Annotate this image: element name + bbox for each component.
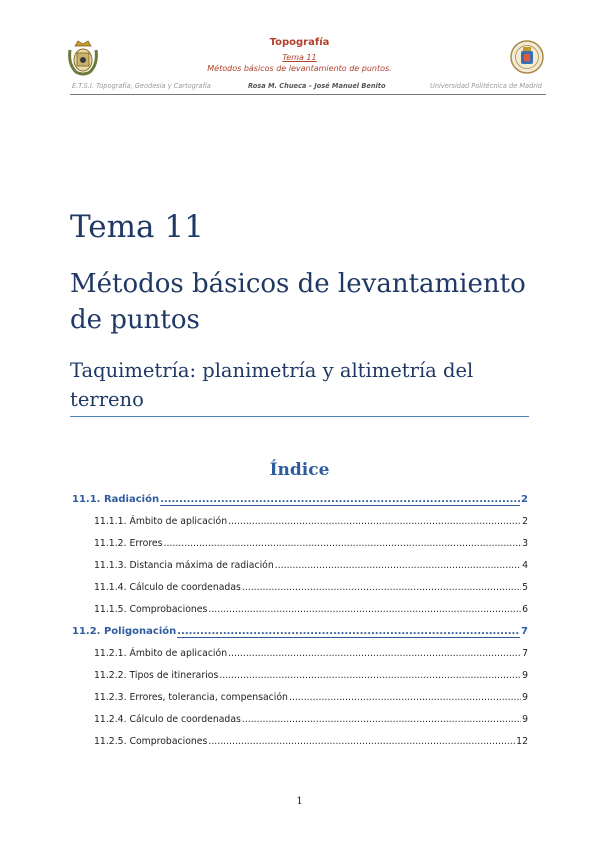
header-subtitle: Métodos básicos de levantamiento de puntos. — [207, 64, 392, 73]
document-subtitle: Taquimetría: planimetría y altimetría del terreno — [70, 359, 474, 411]
toc-entry[interactable] — [94, 582, 528, 593]
toc-entry[interactable] — [94, 648, 528, 659]
toc-entry-label: 11.1.2. Errores — [94, 538, 163, 549]
document-tema: Tema 11 — [70, 209, 204, 245]
toc-entry-label: 11.2.4. Cálculo de coordenadas — [94, 714, 241, 725]
toc-entry-label: 11.1.1. Ámbito de aplicación — [94, 516, 228, 527]
document-title: Métodos básicos de levantamiento de puntos — [70, 269, 526, 335]
toc-entry-label: 11.2. Poligonación — [72, 626, 177, 637]
toc-entry[interactable] — [94, 560, 528, 571]
toc-entry[interactable] — [94, 538, 528, 549]
toc-entry[interactable] — [94, 736, 528, 747]
header-divider — [70, 94, 546, 95]
toc-entry-page: 2 — [521, 494, 528, 505]
header-school: E.T.S.I. Topografía, Geodesia y Cartografía — [72, 82, 211, 90]
header-course-title: Topografía — [269, 37, 330, 48]
toc-entry[interactable] — [72, 626, 528, 638]
toc-entry[interactable] — [94, 670, 528, 681]
toc-entry-label: 11.2.1. Ámbito de aplicación — [94, 648, 228, 659]
toc-entry-page: 7 — [521, 626, 528, 637]
toc-entry[interactable] — [94, 692, 528, 703]
toc-entry-page: 3 — [522, 538, 528, 549]
toc-heading: Índice — [269, 460, 330, 480]
toc-entry[interactable] — [94, 516, 528, 527]
header-tema-link[interactable]: Tema 11 — [282, 53, 317, 62]
toc-entry-label: 11.1.3. Distancia máxima de radiación — [94, 560, 274, 571]
header-university: Universidad Politécnica de Madrid — [430, 82, 542, 90]
toc-entry-label: 11.1.4. Cálculo de coordenadas — [94, 582, 241, 593]
toc-entry-page: 7 — [522, 648, 528, 659]
toc-entry-page: 9 — [522, 670, 528, 681]
toc-entry-page: 4 — [522, 560, 528, 571]
toc-entry-page: 12 — [516, 736, 528, 747]
toc-entry-page: 9 — [522, 714, 528, 725]
toc-entry[interactable] — [94, 714, 528, 725]
toc-entry-page: 9 — [522, 692, 528, 703]
toc-entry-label: 11.2.2. Tipos de itinerarios — [94, 670, 219, 681]
toc-entry[interactable] — [72, 494, 528, 506]
toc-entry-page: 5 — [522, 582, 528, 593]
toc-entry[interactable] — [94, 604, 528, 615]
toc-entry-label: 11.2.3. Errores, tolerancia, compensación — [94, 692, 288, 703]
toc-entry-page: 2 — [522, 516, 528, 527]
page-number: 1 — [296, 796, 303, 807]
title-rule — [70, 416, 529, 417]
toc-entry-page: 6 — [522, 604, 528, 615]
toc-entry-label: 11.1.5. Comprobaciones — [94, 604, 208, 615]
header-authors: Rosa M. Chueca – José Manuel Benito — [248, 82, 386, 90]
toc-entry-label: 11.1. Radiación — [72, 494, 160, 505]
toc-entry-label: 11.2.5. Comprobaciones — [94, 736, 208, 747]
